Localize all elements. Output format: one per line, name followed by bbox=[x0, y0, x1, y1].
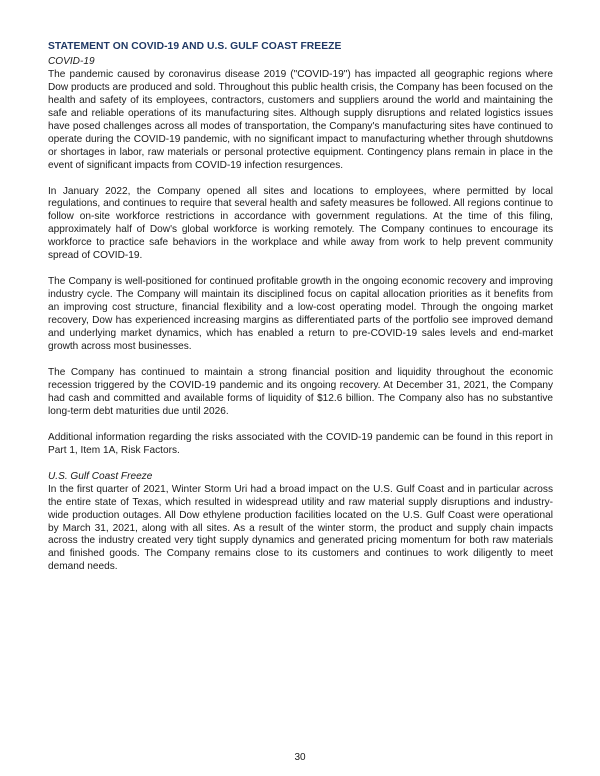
document-page bbox=[48, 41, 553, 587]
page-number: 30 bbox=[294, 752, 306, 763]
subheading-covid-19: COVID-19 bbox=[48, 55, 95, 67]
paragraph: In January 2022, the Company opened all sites and locations to employees, where permitted by local regulations, and continues to require that several health and safety measures be followed. All regions continue to follow on-site workforce restrictions in accordance with government regulations. At the time of this filing, approximately half of Dow's global workforce is working remotely. The Company continues to encourage its workforce to practice safe behaviors in the workplace and while away from work to help prevent community spread of COVID-19. bbox=[48, 185, 553, 262]
section-heading: STATEMENT ON COVID-19 AND U.S. GULF COAST FREEZE bbox=[48, 41, 342, 52]
paragraph: The pandemic caused by coronavirus disease 2019 ("COVID-19") has impacted all geographic regions where Dow products are produced and sold. Throughout this public health crisis, the Company has been focused on the health and safety of its employees, contractors, customers and suppliers around the world and maintaining the safe and reliable operations of its manufacturing sites. Although supply disruptions and related logistics issues have posed challenges across all modes of transportation, the Company's manufacturing sites have continued to operate during the COVID-19 pandemic, with no significant impact to manufacturing whether through shutdowns or shortages in labor, raw materials or personal protective equipment. Contingency plans remain in place in the event of significant impacts from COVID-19 infection resurgences. bbox=[48, 68, 553, 171]
paragraph: In the first quarter of 2021, Winter Storm Uri had a broad impact on the U.S. Gulf Coast and in particular across the entire state of Texas, which resulted in widespread utility and raw material supply disruptions and industry-wide production outages. All Dow ethylene production facilities located on the U.S. Gulf Coast were operational by March 31, 2021, along with all sites. As a result of the winter storm, the product and supply chain impacts across the industry created very tight supply dynamics and generated pricing momentum for both raw materials and finished goods. The Company remains close to its customers and continues to work diligently to meet demand needs. bbox=[48, 483, 553, 573]
paragraph: Additional information regarding the risks associated with the COVID-19 pandemic can be found in this report in Part 1, Item 1A, Risk Factors. bbox=[48, 431, 553, 456]
paragraph: The Company is well-positioned for continued profitable growth in the ongoing economic recovery and improving industry cycle. The Company will maintain its disciplined focus on capital allocation priorities as it benefits from an improving cost structure, financial flexibility and a low-cost operating model. Through the ongoing market recovery, Dow has experienced increasing margins as differentiated parts of the portfolio see improved demand and underlying market dynamics, which has enabled a return to pre-COVID-19 sales levels and end-market growth across most businesses. bbox=[48, 276, 553, 353]
subheading-gulf-coast-freeze: U.S. Gulf Coast Freeze bbox=[48, 470, 153, 482]
paragraph: The Company has continued to maintain a strong financial position and liquidity throughout the economic recession triggered by the COVID-19 pandemic and its ongoing recovery. At December 31, 2021, the Company had cash and committed and available forms of liquidity of $12.6 billion. The Company also has no substantive long-term debt maturities due until 2026. bbox=[48, 366, 553, 417]
